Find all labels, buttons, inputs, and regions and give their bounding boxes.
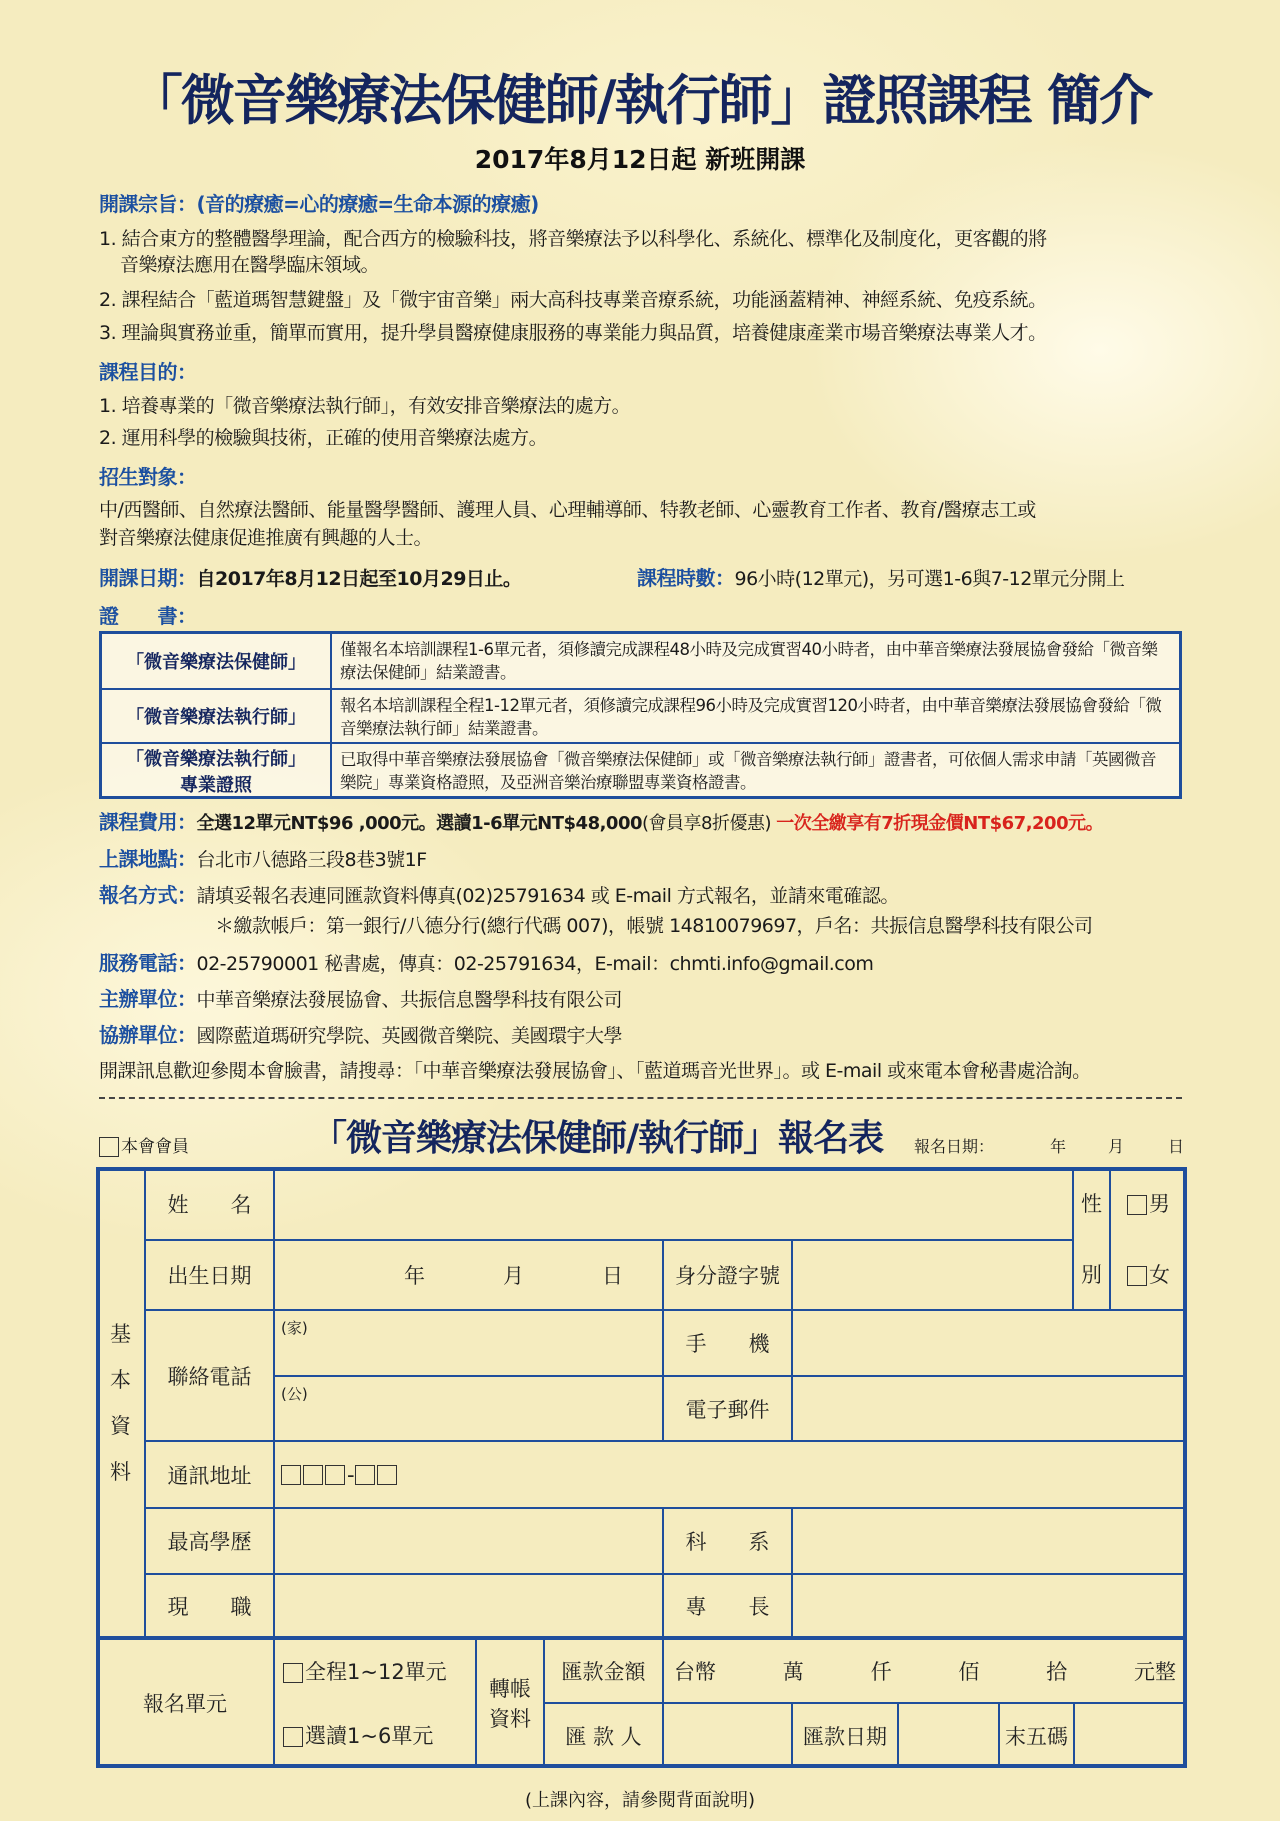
section-char: 料: [110, 1459, 131, 1484]
audience-line: 對音樂療法健康促進推廣有興趣的人士。: [99, 527, 433, 549]
email-field[interactable]: [792, 1376, 1187, 1441]
zip-box[interactable]: [303, 1465, 323, 1485]
certificate-name: [102, 634, 332, 688]
certificate-name: [102, 744, 332, 798]
address-label: 通訊地址: [145, 1441, 274, 1508]
purpose-item: 1. 結合東方的整體醫學理論，配合西方的檢驗科技，將音樂療法予以科學化、系統化、標準化及制度化，更客觀的將: [99, 228, 1047, 250]
certificate-desc: 僅報名本培訓課程1-6單元者，須修讀完成課程48小時及完成實習40小時者，由中華音樂療法發展協會發給「微音樂療法保健師」結業證書。: [340, 640, 1158, 682]
organizer-row: [99, 983, 622, 1012]
units-label: 報名單元: [96, 1638, 274, 1768]
transfer-label: [476, 1638, 544, 1768]
last5-field[interactable]: [1074, 1703, 1187, 1768]
form-section-divider: [96, 1636, 1187, 1640]
full-course-label: 全程1~12單元: [305, 1660, 447, 1684]
partial-course-label: 選讀1~6單元: [305, 1724, 434, 1748]
checkbox-icon: [1127, 1266, 1147, 1286]
name-field[interactable]: [274, 1167, 1073, 1240]
partial-course-checkbox[interactable]: [283, 1720, 433, 1750]
certificate-name-text: 「微音樂療法執行師」: [126, 749, 306, 770]
certificates-heading: 證 書：: [99, 604, 197, 628]
section-char: 基: [110, 1321, 131, 1346]
page-title: 「微音樂療法保健師/執行師」證照課程 簡介: [128, 68, 1152, 132]
certificate-table: [99, 631, 1182, 799]
payer-field[interactable]: [663, 1703, 792, 1768]
certificate-row: [102, 742, 1179, 798]
phone-label: 聯絡電話: [145, 1310, 274, 1441]
currency-unit: 萬: [782, 1659, 804, 1684]
audience-line: 中/西醫師、自然療法醫師、能量醫學醫師、護理人員、心理輔導師、特教老師、心靈教育工作者、教育/醫療志工或: [99, 499, 1036, 521]
certificate-row: [102, 688, 1179, 742]
certificate-name-text: 「微音樂療法保健師」: [126, 652, 306, 673]
transfer-text: 轉帳: [489, 1677, 531, 1701]
checkbox-icon: [283, 1727, 303, 1747]
checkbox-icon: [99, 1137, 119, 1157]
payer-label: 匯 款 人: [544, 1703, 663, 1768]
footer-note: (上課內容，請參閱背面說明): [524, 1790, 756, 1811]
currency-unit: 佰: [958, 1659, 980, 1684]
goal-item: 2. 運用科學的檢驗與技術，正確的使用音樂療法處方。: [99, 427, 548, 449]
hours-value: 96小時(12單元)，另可選1-6與7-12單元分開上: [734, 568, 1125, 590]
service-value: 02-25790001 秘書處，傳真：02-25791634，E-mail：chmti.info@gmail.com: [196, 953, 874, 975]
gender-char: 性: [1081, 1192, 1102, 1217]
male-label: 男: [1149, 1192, 1170, 1217]
job-field[interactable]: [274, 1574, 663, 1638]
units-options: [274, 1638, 476, 1768]
pay-date-label: 匯款日期: [792, 1703, 898, 1768]
certificate-name-sub: 專業證照: [180, 775, 252, 796]
purpose-item: 2. 課程結合「藍道瑪智慧鍵盤」及「微宇宙音樂」兩大高科技專業音療系統，功能涵蓋精神、神經系統、免疫系統。: [99, 289, 1047, 311]
zip-separator: -: [347, 1462, 355, 1487]
certificate-desc: 報名本培訓課程全程1-12單元者，須修讀完成課程96小時及完成實習120小時者，由中華音樂療法發展協會發給「微音樂療法執行師」結業證書。: [340, 696, 1162, 738]
currency-unit: 元整: [1133, 1659, 1176, 1684]
address-field[interactable]: [274, 1441, 1187, 1508]
office-label: (公): [281, 1385, 308, 1403]
dates-row: [99, 562, 521, 591]
fee-row: [99, 806, 1103, 835]
organizer-label: 主辦單位：: [99, 987, 197, 1011]
goals-heading: 課程目的：: [99, 360, 197, 384]
birth-month: 月: [503, 1264, 524, 1288]
location-value: 台北市八德路三段8巷3號1F: [196, 849, 427, 871]
location-label: 上課地點：: [99, 847, 197, 871]
fee-partial: 選讀1-6單元NT$48,000: [436, 813, 643, 834]
form-date-label: 報名日期：: [914, 1137, 995, 1156]
home-label: (家): [281, 1319, 308, 1337]
currency-unit: 台幣: [674, 1659, 716, 1684]
location-row: [99, 843, 427, 872]
education-label: 最高學歷: [145, 1508, 274, 1574]
female-label: 女: [1149, 1262, 1170, 1287]
member-label: 本會會員: [121, 1137, 189, 1157]
currency-unit: 拾: [1046, 1659, 1068, 1684]
amount-field[interactable]: [663, 1638, 1187, 1703]
organizer-value: 中華音樂療法發展協會、共振信息醫學科技有限公司: [196, 989, 623, 1011]
zip-box[interactable]: [377, 1465, 397, 1485]
home-phone-field[interactable]: [274, 1310, 663, 1376]
dates-value: 自2017年8月12日起至10月29日止。: [196, 568, 522, 590]
zip-box[interactable]: [281, 1465, 301, 1485]
section-char: 資: [110, 1413, 131, 1438]
dates-label: 開課日期：: [99, 566, 197, 590]
certificate-row: [102, 634, 1179, 688]
signup-value: 請填妥報名表連同匯款資料傳真(02)25791634 或 E-mail 方式報名，並請來電確認。: [196, 885, 899, 907]
checkbox-icon: [283, 1663, 303, 1683]
currency-unit: 仟: [870, 1659, 892, 1684]
certificate-name: [102, 690, 332, 742]
service-row: [99, 947, 873, 976]
name-label: 姓 名: [145, 1167, 274, 1240]
certificate-name-text: 「微音樂療法執行師」: [126, 707, 306, 728]
skill-field[interactable]: [792, 1574, 1187, 1638]
education-field[interactable]: [274, 1508, 663, 1574]
purpose-label: 開課宗旨：: [99, 192, 197, 216]
facebook-note: 開課訊息歡迎參閱本會臉書，請搜尋：「中華音樂療法發展協會」、「藍道瑪音光世界」。或 E-mail 或來電本會秘書處洽詢。: [99, 1060, 1091, 1082]
section-char: 本: [110, 1367, 131, 1392]
form-date-year[interactable]: 年: [1050, 1137, 1067, 1156]
amount-label: 匯款金額: [544, 1638, 663, 1703]
signup-row: [99, 879, 899, 908]
page-subtitle: 2017年8月12日起 新班開課: [474, 145, 806, 174]
member-checkbox[interactable]: [99, 1132, 189, 1157]
form-date-day[interactable]: 日: [1168, 1137, 1185, 1156]
form-date-month[interactable]: 月: [1108, 1137, 1125, 1156]
office-phone-field[interactable]: [274, 1376, 663, 1441]
checkbox-icon: [1127, 1195, 1147, 1215]
cut-line: [99, 1097, 1182, 1099]
zip-box[interactable]: [325, 1465, 345, 1485]
birth-day: 日: [602, 1264, 623, 1288]
dept-label: 科 系: [663, 1508, 792, 1574]
fee-full: 全選12單元NT$96 ,000元。: [196, 813, 437, 834]
signup-label: 報名方式：: [99, 883, 197, 907]
certificate-desc: 已取得中華音樂療法發展協會「微音樂療法保健師」或「微音樂療法執行師」證書者，可依個人需求申請「英國微音樂院」專業資格證照，及亞洲音樂治療聯盟專業資格證書。: [340, 750, 1156, 792]
gender-char: 別: [1081, 1262, 1102, 1287]
coorganizer-value: 國際藍道瑪研究學院、英國微音樂院、美國環宇大學: [196, 1025, 623, 1047]
pay-date-field[interactable]: [898, 1703, 999, 1768]
birth-label: 出生日期: [145, 1240, 274, 1310]
last5-label: 末五碼: [999, 1703, 1074, 1768]
purpose-heading: [99, 188, 539, 217]
job-label: 現 職: [145, 1574, 274, 1638]
purpose-item: 音樂療法應用在醫學臨床領域。: [120, 254, 380, 276]
service-label: 服務電話：: [99, 951, 197, 975]
fee-member: (會員享8折優惠): [642, 813, 772, 834]
section-basic-info: [96, 1167, 145, 1638]
transfer-text: 資料: [489, 1707, 531, 1731]
skill-label: 專 長: [663, 1574, 792, 1638]
fee-discount: 一次全繳享有7折現金價NT$67,200元。: [776, 813, 1104, 834]
gender-label: [1073, 1167, 1110, 1310]
coorganizer-label: 協辦單位：: [99, 1023, 197, 1047]
purpose-item: 3. 理論與實務並重，簡單而實用，提升學員醫療健康服務的專業能力與品質，培養健康產業市場音樂療法專業人才。: [99, 322, 1047, 344]
mobile-field[interactable]: [792, 1310, 1187, 1376]
purpose-motto: (音的療癒=心的療癒=生命本源的療癒): [196, 192, 539, 216]
gender-options: [1110, 1167, 1187, 1310]
mobile-label: 手 機: [663, 1310, 792, 1376]
fee-label: 課程費用：: [99, 810, 197, 834]
form-title: 「微音樂療法保健師/執行師」報名表: [311, 1117, 884, 1159]
id-label: 身分證字號: [663, 1240, 792, 1310]
email-label: 電子郵件: [663, 1376, 792, 1441]
hours-row: [637, 562, 1124, 591]
goal-item: 1. 培養專業的「微音樂療法執行師」，有效安排音樂療法的處方。: [99, 395, 631, 417]
bank-account: ＊繳款帳戶：第一銀行/八德分行(總行代碼 007)，帳號 14810079697，戶名：共振信息醫學科技有限公司: [215, 915, 1093, 937]
zip-box[interactable]: [355, 1465, 375, 1485]
id-field[interactable]: [792, 1240, 1073, 1310]
birth-year: 年: [404, 1264, 425, 1288]
hours-label: 課程時數：: [637, 566, 735, 590]
dept-field[interactable]: [792, 1508, 1187, 1574]
female-checkbox[interactable]: [1127, 1259, 1170, 1289]
male-checkbox[interactable]: [1127, 1188, 1170, 1218]
coorganizer-row: [99, 1019, 622, 1048]
full-course-checkbox[interactable]: [283, 1656, 447, 1686]
birth-field[interactable]: [274, 1240, 663, 1310]
audience-heading: 招生對象：: [99, 465, 197, 489]
